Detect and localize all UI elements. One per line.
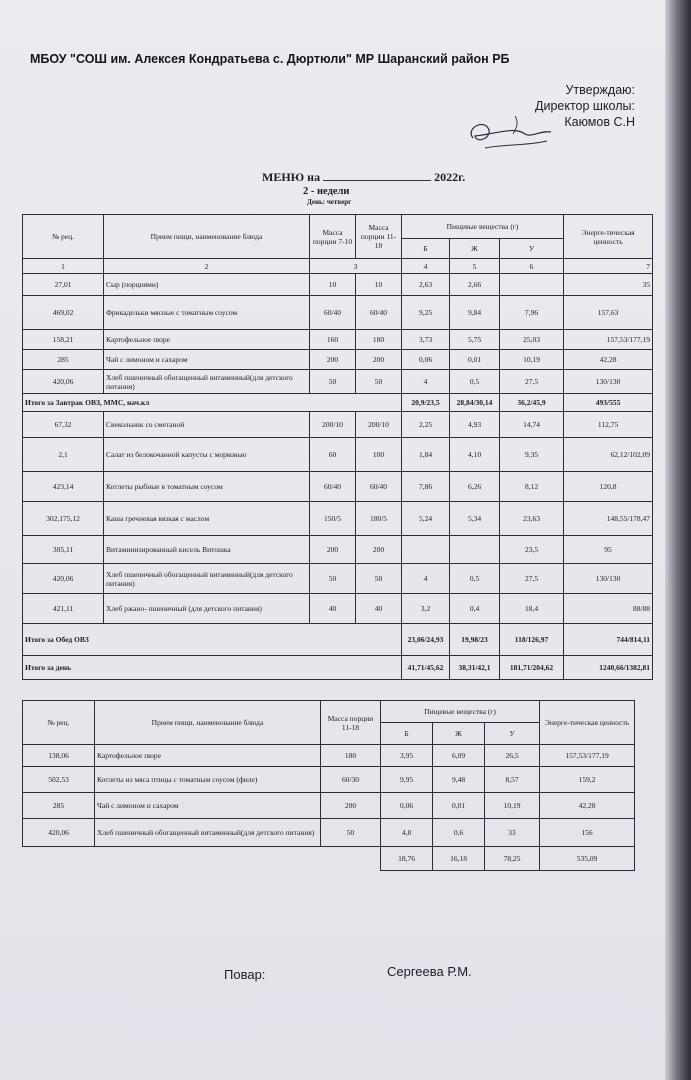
energy-cell: 157,53/177,19 xyxy=(564,330,653,350)
mass1-cell: 50 xyxy=(310,564,356,594)
b-cell: 0,06 xyxy=(381,793,433,819)
zh-cell: 0,01 xyxy=(433,793,485,819)
rec-cell: 285 xyxy=(23,350,104,370)
zh-cell: 0,01 xyxy=(450,350,500,370)
b-cell: 9,95 xyxy=(381,767,433,793)
mass2-cell: 40 xyxy=(356,594,402,624)
dish-cell: Котлеты рыбные в томатным соусом xyxy=(104,472,310,502)
date-blank-line xyxy=(323,170,431,181)
dish-cell: Хлеб пшеничный обогащенный витаминный(для детского питания) xyxy=(95,819,321,847)
u-cell: 23,5 xyxy=(500,536,564,564)
col-mass-11-18: Масса порции 11-18 xyxy=(321,701,381,745)
table-row xyxy=(23,564,653,594)
zh-cell: 4,10 xyxy=(450,438,500,472)
energy-cell: 1240,66/1382,81 xyxy=(564,656,653,680)
mass2-cell: 180/5 xyxy=(356,502,402,536)
b-cell: 3,73 xyxy=(402,330,450,350)
mass1-cell: 200 xyxy=(310,536,356,564)
col-mass-7-10: Масса порции 7-10 xyxy=(310,215,356,259)
rec-cell: 302,175,12 xyxy=(23,502,104,536)
rec-cell: 158,21 xyxy=(23,330,104,350)
mass1-cell: 10 xyxy=(310,274,356,296)
col-num: 5 xyxy=(450,259,500,274)
menu-title-label: МЕНЮ на xyxy=(262,170,321,184)
b-cell: 23,06/24,93 xyxy=(402,624,450,656)
dish-cell: Чай с лимоном и сахаром xyxy=(95,793,321,819)
energy-cell: 157,53/177,19 xyxy=(540,745,635,767)
b-cell: 18,76 xyxy=(381,847,433,871)
total-label: Итого за Обед ОВЗ xyxy=(23,624,402,656)
dish-cell: Картофельное пюре xyxy=(95,745,321,767)
table-row xyxy=(23,594,653,624)
energy-cell: 95 xyxy=(564,536,653,564)
mass-cell: 50 xyxy=(321,819,381,847)
u-cell: 118/126,97 xyxy=(500,624,564,656)
energy-cell: 493/555 xyxy=(564,394,653,412)
col-dish: Прием пищи, наименование блюда xyxy=(104,215,310,259)
energy-cell: 744/814,11 xyxy=(564,624,653,656)
table-row xyxy=(23,745,635,767)
b-cell: 20,9/23,5 xyxy=(402,394,450,412)
day-total-row xyxy=(23,656,653,680)
zh-cell: 6,09 xyxy=(433,745,485,767)
table-row xyxy=(23,767,635,793)
col-zh: Ж xyxy=(450,239,500,259)
rec-cell: 67,32 xyxy=(23,412,104,438)
menu-table-main xyxy=(22,214,653,680)
approve-line-2: Директор школы: xyxy=(535,99,635,113)
energy-cell: 148,55/178,47 xyxy=(564,502,653,536)
table-row xyxy=(23,438,653,472)
mass2-cell: 60/40 xyxy=(356,296,402,330)
energy-cell: 35 xyxy=(564,274,653,296)
approve-line-1: Утверждаю: xyxy=(565,83,635,97)
col-dish: Прием пищи, наименование блюда xyxy=(95,701,321,745)
header-row xyxy=(23,701,635,723)
u-cell: 10,19 xyxy=(500,350,564,370)
col-rec: № рец. xyxy=(23,701,95,745)
mass1-cell: 200/10 xyxy=(310,412,356,438)
menu-title xyxy=(262,170,465,185)
col-num: 1 xyxy=(23,259,104,274)
u-cell: 78,25 xyxy=(485,847,540,871)
table-row xyxy=(23,472,653,502)
u-cell: 27,5 xyxy=(500,370,564,394)
dish-cell: Фрикадельки мясные с томатным соусом xyxy=(104,296,310,330)
col-u: У xyxy=(485,723,540,745)
zh-cell xyxy=(450,536,500,564)
u-cell: 9,35 xyxy=(500,438,564,472)
col-mass-11-18: Масса порции 11-18 xyxy=(356,215,402,259)
total-label: Итого за день xyxy=(23,656,402,680)
b-cell xyxy=(402,536,450,564)
mass2-cell: 50 xyxy=(356,564,402,594)
mass2-cell: 200 xyxy=(356,350,402,370)
rec-cell: 305,11 xyxy=(23,536,104,564)
table-row xyxy=(23,274,653,296)
u-cell: 7,96 xyxy=(500,296,564,330)
energy-cell: 159,2 xyxy=(540,767,635,793)
table-row xyxy=(23,296,653,330)
col-num: 6 xyxy=(500,259,564,274)
rec-cell: 138,06 xyxy=(23,745,95,767)
col-num: 4 xyxy=(402,259,450,274)
col-num: 3 xyxy=(310,259,402,274)
zh-cell: 0,5 xyxy=(450,370,500,394)
energy-cell: 88/88 xyxy=(564,594,653,624)
energy-cell: 42,28 xyxy=(564,350,653,370)
zh-cell: 2,66 xyxy=(450,274,500,296)
b-cell: 3,2 xyxy=(402,594,450,624)
rec-cell: 502,53 xyxy=(23,767,95,793)
table-row xyxy=(23,330,653,350)
col-energy: Энерге-тическая ценность xyxy=(564,215,653,259)
dish-cell: Хлеб ржано- пшеничный (для детского питания) xyxy=(104,594,310,624)
zh-cell: 16,18 xyxy=(433,847,485,871)
energy-cell: 62,12/102,09 xyxy=(564,438,653,472)
u-cell: 33 xyxy=(485,819,540,847)
table-row xyxy=(23,370,653,394)
cook-label: Повар: xyxy=(224,967,266,982)
dish-cell: Хлеб пшеничный обогащенный витаминный(для детского питания) xyxy=(104,564,310,594)
breakfast-total-row xyxy=(23,394,653,412)
rec-cell: 420,06 xyxy=(23,564,104,594)
mass-cell: 60/30 xyxy=(321,767,381,793)
mass-cell: 200 xyxy=(321,793,381,819)
rec-cell: 2,1 xyxy=(23,438,104,472)
week-label: 2 - недели xyxy=(303,186,350,197)
rec-cell: 421,11 xyxy=(23,594,104,624)
b-cell: 0,06 xyxy=(402,350,450,370)
b-cell: 4,8 xyxy=(381,819,433,847)
zh-cell: 0,6 xyxy=(433,819,485,847)
u-cell: 8,12 xyxy=(500,472,564,502)
column-number-row xyxy=(23,259,653,274)
b-cell: 3,95 xyxy=(381,745,433,767)
dish-cell: Чай с лимоном и сахаром xyxy=(104,350,310,370)
menu-table-secondary xyxy=(22,700,635,871)
dish-cell: Хлеб пшеничный обогащенный витаминный(для детского питания) xyxy=(104,370,310,394)
table-row xyxy=(23,819,635,847)
zh-cell: 19,98/23 xyxy=(450,624,500,656)
mass1-cell: 160 xyxy=(310,330,356,350)
rec-cell: 27,01 xyxy=(23,274,104,296)
energy-cell: 112,75 xyxy=(564,412,653,438)
u-cell: 10,19 xyxy=(485,793,540,819)
col-rec: № рец. xyxy=(23,215,104,259)
mass2-cell: 200/10 xyxy=(356,412,402,438)
energy-cell: 535,09 xyxy=(540,847,635,871)
u-cell: 36,2/45,9 xyxy=(500,394,564,412)
total-row xyxy=(23,847,635,871)
table-row xyxy=(23,536,653,564)
zh-cell: 28,84/30,14 xyxy=(450,394,500,412)
col-zh: Ж xyxy=(433,723,485,745)
mass1-cell: 50 xyxy=(310,370,356,394)
rec-cell: 285 xyxy=(23,793,95,819)
mass1-cell: 150/5 xyxy=(310,502,356,536)
b-cell: 4 xyxy=(402,564,450,594)
mass2-cell: 200 xyxy=(356,536,402,564)
menu-year: 2022г. xyxy=(434,170,466,184)
mass2-cell: 100 xyxy=(356,438,402,472)
mass2-cell: 50 xyxy=(356,370,402,394)
organization-title: МБОУ "СОШ им. Алексея Кондратьева с. Дюртюли" МР Шаранский район РБ xyxy=(30,52,510,66)
mass2-cell: 180 xyxy=(356,330,402,350)
dish-cell: Витаминизированный кисель Витошка xyxy=(104,536,310,564)
col-nutrients: Пищевые вещества (г) xyxy=(381,701,540,723)
energy-cell: 120,8 xyxy=(564,472,653,502)
energy-cell: 42,28 xyxy=(540,793,635,819)
table-row xyxy=(23,350,653,370)
b-cell: 7,86 xyxy=(402,472,450,502)
b-cell: 4 xyxy=(402,370,450,394)
total-label: Итого за Завтрак ОВЗ, ММС, нач.кл xyxy=(23,394,402,412)
dish-cell: Свекольник со сметаной xyxy=(104,412,310,438)
col-num: 7 xyxy=(564,259,653,274)
zh-cell: 38,31/42,1 xyxy=(450,656,500,680)
mass2-cell: 60/40 xyxy=(356,472,402,502)
rec-cell: 420,06 xyxy=(23,370,104,394)
dish-cell: Картофельное пюре xyxy=(104,330,310,350)
table-row xyxy=(23,502,653,536)
zh-cell: 9,84 xyxy=(450,296,500,330)
dish-cell: Сыр (порциями) xyxy=(104,274,310,296)
mass-cell: 180 xyxy=(321,745,381,767)
cook-name: Сергеева Р.М. xyxy=(387,964,472,979)
rec-cell: 423,14 xyxy=(23,472,104,502)
approve-line-3: Каюмов С.Н xyxy=(564,115,635,129)
dish-cell: Каша гречневая вязкая с маслом xyxy=(104,502,310,536)
mass1-cell: 60/40 xyxy=(310,472,356,502)
u-cell: 14,74 xyxy=(500,412,564,438)
mass1-cell: 60 xyxy=(310,438,356,472)
b-cell: 1,84 xyxy=(402,438,450,472)
col-b: Б xyxy=(381,723,433,745)
u-cell: 25,03 xyxy=(500,330,564,350)
zh-cell: 6,26 xyxy=(450,472,500,502)
u-cell xyxy=(500,274,564,296)
u-cell: 26,5 xyxy=(485,745,540,767)
zh-cell: 9,48 xyxy=(433,767,485,793)
energy-cell: 156 xyxy=(540,819,635,847)
u-cell: 18,4 xyxy=(500,594,564,624)
lunch-total-row xyxy=(23,624,653,656)
zh-cell: 0,5 xyxy=(450,564,500,594)
zh-cell: 5,34 xyxy=(450,502,500,536)
u-cell: 8,57 xyxy=(485,767,540,793)
mass2-cell: 10 xyxy=(356,274,402,296)
mass1-cell: 40 xyxy=(310,594,356,624)
page-edge-shadow xyxy=(665,0,691,1080)
b-cell: 9,25 xyxy=(402,296,450,330)
table-row xyxy=(23,412,653,438)
energy-cell: 130/130 xyxy=(564,564,653,594)
energy-cell: 157,63 xyxy=(564,296,653,330)
director-signature xyxy=(455,108,565,158)
b-cell: 5,24 xyxy=(402,502,450,536)
day-label: День: четверг xyxy=(307,198,352,206)
u-cell: 23,63 xyxy=(500,502,564,536)
dish-cell: Котлеты из мяса птицы с томатным соусом (филе) xyxy=(95,767,321,793)
col-u: У xyxy=(500,239,564,259)
energy-cell: 130/130 xyxy=(564,370,653,394)
mass1-cell: 60/40 xyxy=(310,296,356,330)
col-energy: Энерге-тическая ценность xyxy=(540,701,635,745)
u-cell: 181,71/204,62 xyxy=(500,656,564,680)
mass1-cell: 200 xyxy=(310,350,356,370)
table-row xyxy=(23,793,635,819)
zh-cell: 0,4 xyxy=(450,594,500,624)
total-spacer xyxy=(23,847,381,871)
zh-cell: 5,75 xyxy=(450,330,500,350)
header-row xyxy=(23,215,653,239)
u-cell: 27,5 xyxy=(500,564,564,594)
b-cell: 2,25 xyxy=(402,412,450,438)
col-nutrients: Пищевые вещества (г) xyxy=(402,215,564,239)
dish-cell: Салат из белокочанной капусты с морковью xyxy=(104,438,310,472)
zh-cell: 4,93 xyxy=(450,412,500,438)
b-cell: 41,71/45,62 xyxy=(402,656,450,680)
rec-cell: 469,02 xyxy=(23,296,104,330)
rec-cell: 420,06 xyxy=(23,819,95,847)
col-b: Б xyxy=(402,239,450,259)
col-num: 2 xyxy=(104,259,310,274)
b-cell: 2,63 xyxy=(402,274,450,296)
